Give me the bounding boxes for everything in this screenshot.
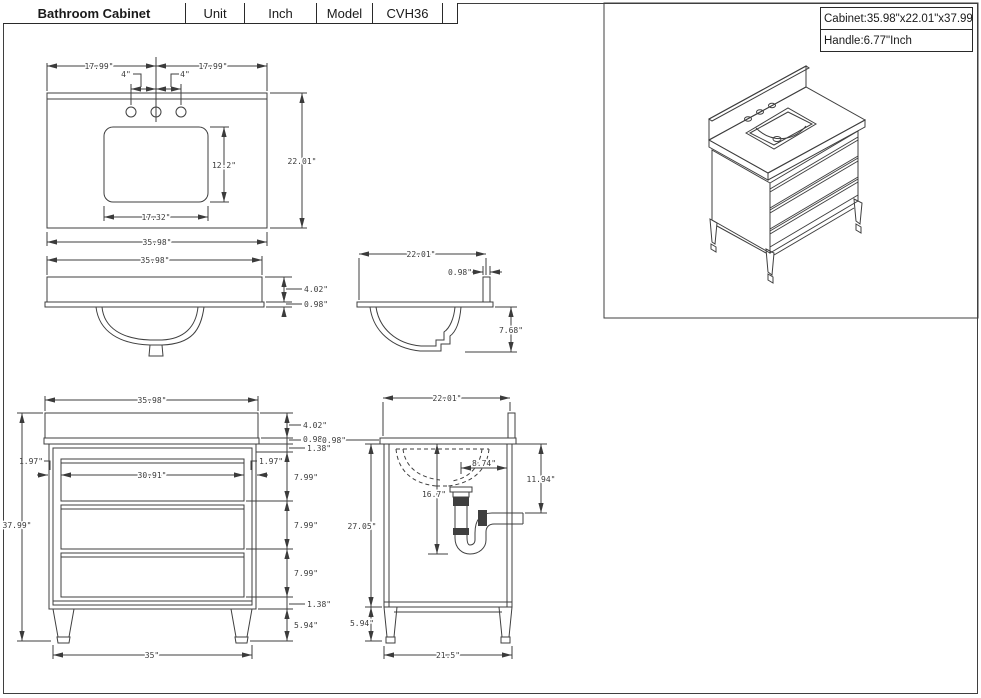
- cabinet-side-top: [380, 413, 516, 444]
- dim-text: 1.97": [18, 457, 44, 466]
- dim-cab-front-width: [45, 396, 258, 411]
- dim-plan-left-half: [47, 62, 156, 91]
- dim-cab-front-right-stack: [246, 413, 331, 641]
- product-title: Bathroom Cabinet: [3, 3, 186, 24]
- dim-text: 35.98": [140, 256, 170, 265]
- dim-plan-right-half: [156, 62, 267, 91]
- view-countertop-front: [45, 256, 328, 356]
- dim-text: 0.98": [304, 300, 329, 309]
- size-info-box: [820, 7, 973, 52]
- dim-text: 22.01": [287, 157, 317, 166]
- model-value: CVH36: [373, 3, 443, 24]
- dim-text: 30.91": [137, 471, 167, 480]
- drawer-front-3: [61, 553, 244, 597]
- view-cabinet-side: [348, 394, 556, 660]
- dim-body-height: [348, 444, 382, 607]
- dim-text: 1.38": [307, 444, 332, 453]
- handle-size-text: Handle:6.77"Inch: [824, 34, 912, 47]
- dim-text: 5.94": [349, 619, 375, 628]
- dim-drain-depth: [422, 444, 448, 554]
- dim-stile-left: [19, 457, 50, 475]
- dim-drain-offset: [461, 459, 507, 474]
- countertop-side-outline: [357, 277, 493, 307]
- cabinet-front-top: [44, 413, 259, 444]
- unit-label: Unit: [186, 3, 245, 24]
- dim-plan-width: [47, 232, 267, 247]
- dim-base-width: [53, 645, 252, 660]
- dim-top-front-heights: [265, 277, 328, 315]
- dim-opening-width: [61, 471, 244, 480]
- dim-text: 22.01": [432, 394, 462, 403]
- drawer-front-2: [61, 505, 244, 549]
- cabinet-front-body: [49, 444, 256, 609]
- model-label: Model: [317, 3, 373, 24]
- dim-text: 12.2": [211, 161, 237, 170]
- view-countertop-plan: [47, 57, 316, 247]
- dim-outlet-height: [514, 444, 555, 513]
- dim-text: 0.98": [447, 268, 473, 277]
- drawer-front-1: [61, 459, 244, 501]
- dim-text: 21.5": [435, 651, 461, 660]
- dim-cutout-width: [104, 206, 208, 222]
- title-block-end-cell: [443, 3, 458, 24]
- dim-bowl-depth: [465, 307, 523, 352]
- sink-bowl-front: [96, 307, 204, 356]
- dim-text: 4.02": [304, 285, 329, 294]
- dim-cutout-depth: [210, 127, 236, 202]
- dim-text: 17.32": [141, 213, 171, 222]
- view-countertop-side: [357, 250, 523, 352]
- dim-text: 22.01": [406, 250, 436, 259]
- dim-text: 4": [180, 70, 190, 79]
- unit-value: Inch: [245, 3, 317, 24]
- dim-text: 37.99": [2, 521, 32, 530]
- dim-backsplash-thickness: [448, 266, 502, 277]
- dim-plan-depth: [270, 93, 316, 228]
- dim-text: 17.99": [84, 62, 114, 71]
- sink-cutout: [104, 127, 208, 202]
- dim-text: 7.99": [294, 521, 319, 530]
- iso-cabinet-body: [712, 131, 858, 253]
- dim-text: 1.97": [259, 457, 284, 466]
- cabinet-front-legs: [53, 609, 252, 643]
- dim-text: 7.68": [498, 326, 524, 335]
- dim-text: 35.98": [142, 238, 172, 247]
- dim-top-front-width: [47, 256, 262, 275]
- dim-text: 17.99": [198, 62, 228, 71]
- countertop-front-outline: [45, 277, 264, 307]
- sink-bowl-side: [370, 307, 461, 351]
- dim-cab-side-depth: [383, 394, 510, 436]
- dim-text: 0.98": [303, 435, 328, 444]
- cabinet-size-text: Cabinet:35.98"x22.01"x37.99: [821, 8, 972, 30]
- dim-text: 7.99": [294, 569, 319, 578]
- dim-text: 27.05": [347, 522, 377, 531]
- dim-side-leg-height: [350, 607, 382, 641]
- dim-text: 35": [144, 651, 160, 660]
- dim-text: 11.94": [526, 475, 556, 484]
- dim-base-depth: [384, 646, 512, 660]
- dim-text: 16.7": [421, 490, 447, 499]
- dim-total-height: [3, 413, 51, 641]
- iso-backsplash: [709, 66, 809, 140]
- dim-text: 8.74": [471, 459, 497, 468]
- dim-text: 0.98": [322, 436, 347, 445]
- dim-text: 5.94": [294, 621, 319, 630]
- dim-text: 35.98": [137, 396, 167, 405]
- dim-text: 7.99": [294, 473, 319, 482]
- view-cabinet-front: [3, 396, 379, 660]
- dim-text: 4.02": [303, 421, 328, 430]
- title-block: [3, 3, 458, 24]
- dim-text: 1.38": [307, 600, 332, 609]
- dim-text: 4": [121, 70, 131, 79]
